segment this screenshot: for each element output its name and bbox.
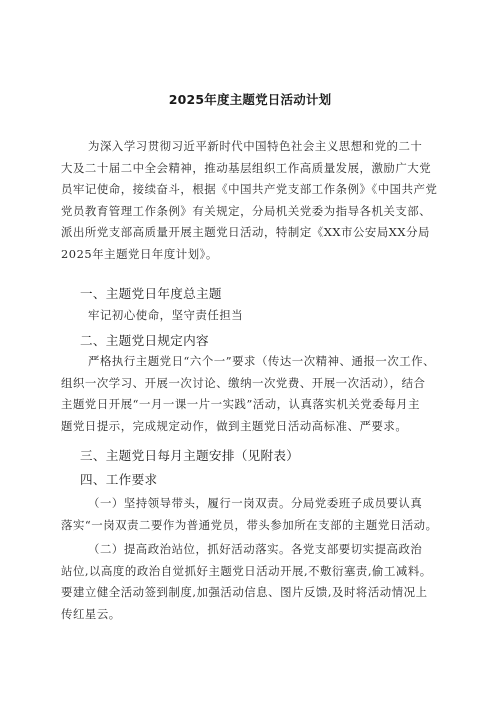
intro-line: 为深入学习贯彻习近平新时代中国特色社会主义思想和党的二十 [88, 139, 423, 153]
intro-line: 党员教育管理工作条例》有关规定，分局机关党委为指导各机关支部、 [61, 203, 432, 218]
section-2-heading: 二、主题党日规定内容 [80, 333, 209, 348]
section-4-heading: 四、工作要求 [80, 472, 158, 487]
intro-line: 派出所党支部高质量开展主题党日活动，特制定《XX市公安局XX分局 [61, 225, 430, 239]
section-2-line: 主题党日开展“一月一课一片一实践”活动，认真落实机关党委每月主 [61, 397, 421, 411]
section-4-item-1-line: （一）坚持领导带头，履行一岗双责。分局党委班子成员要认真 [88, 496, 423, 510]
section-4-item-2 [61, 539, 453, 625]
document-title: 2025年度主题党日活动计划 [168, 92, 332, 107]
section-3-heading: 三、主题党日每月主题安排（见附表） [80, 448, 300, 463]
section-2-line: 题党日提示，完成规定动作，做到主题党日活动高标准、严要求。 [61, 418, 408, 433]
intro-paragraph [61, 136, 453, 265]
section-2-line: 严格执行主题党日“六个一”要求（传达一次精神、通报一次工作、 [88, 354, 436, 368]
section-1-heading: 一、主题党日年度总主题 [80, 286, 222, 301]
section-1-body: 牢记初心使命，坚守责任担当 [88, 308, 244, 322]
section-2-paragraph [61, 351, 453, 437]
intro-line: 员牢记使命，接续奋斗，根据《中国共产党支部工作条例》《中国共产党 [61, 182, 438, 196]
intro-line: 2025年主题党日年度计划》。 [61, 246, 218, 261]
section-4-item-1 [61, 493, 453, 536]
section-4-item-2-line: 传红星云。 [61, 606, 121, 621]
section-4-item-2-line: 站位,以高度的政治自觉抓好主题党日活动开展,不敷衍塞责,偷工减料。 [61, 563, 432, 578]
section-4-item-2-line: 要建立健全活动签到制度,加强活动信息、图片反馈,及时将活动情况上 [61, 585, 428, 599]
intro-line: 大及二十届二中全会精神，推动基层组织工作高质量发展，激励广大党 [61, 160, 432, 175]
section-2-line: 组织一次学习、开展一次讨论、缴纳一次党费、开展一次活动），结合 [61, 375, 426, 390]
section-4-item-1-line: 落实“一岗双责二要作为普通党员，带头参加所在支部的主题党日活动。 [61, 517, 438, 532]
section-4-item-2-line: （二）提高政治站位，抓好活动落实。各党支部要切实提高政治 [88, 542, 423, 556]
